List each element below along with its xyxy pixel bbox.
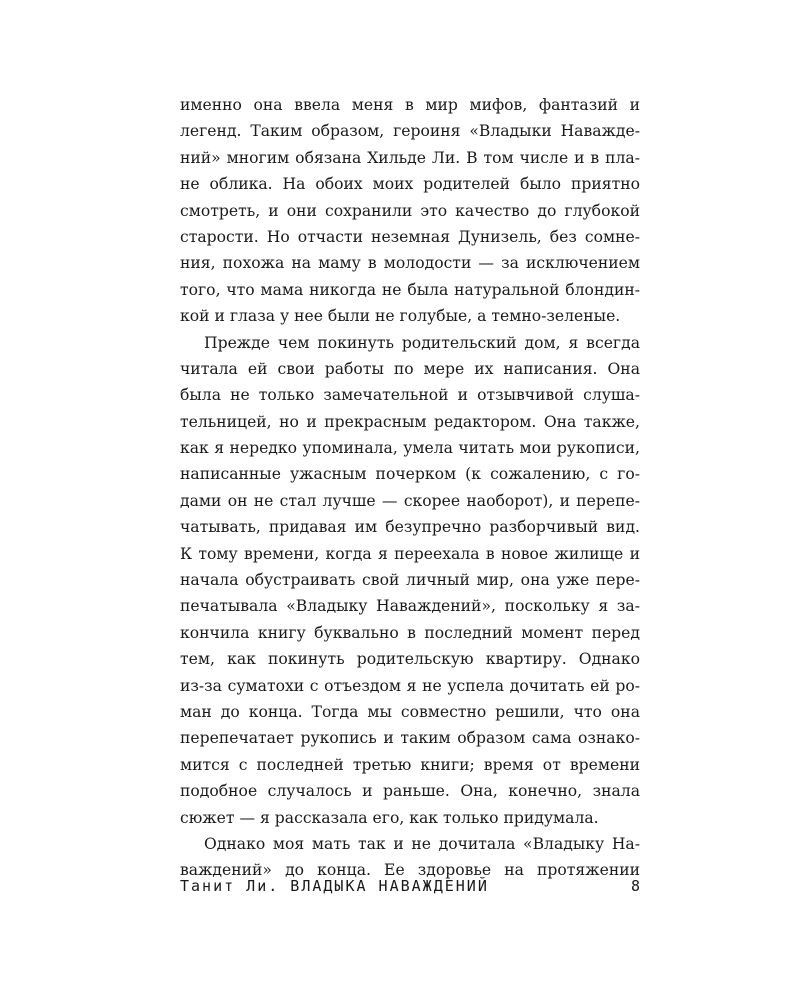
body-text <box>180 92 640 884</box>
text-line: важдений» до конца. Ее здоровье на протяжении <box>180 861 640 880</box>
text-line: перепечатает рукопись и таким образом сама ознако- <box>180 729 640 748</box>
page-footer <box>180 874 640 898</box>
text-line: смотреть, и они сохранили это качество до глубокой <box>180 201 640 220</box>
text-line: из-за суматохи с отъездом я не успела дочитать ей ро- <box>180 676 640 695</box>
text-line: кой и глаза у нее были не голубые, а темно-зеленые. <box>180 307 621 326</box>
page-number: 8 <box>630 877 640 895</box>
text-line: кончила книгу буквально в последний момент перед <box>180 623 640 642</box>
text-line: печатывала «Владыку Наваждений», поскольку я за- <box>180 597 640 616</box>
text-line: тем, как покинуть родительскую квартиру. Однако <box>180 650 640 669</box>
paragraph-first-line: Прежде чем покинуть родительский дом, я всегда <box>204 333 640 352</box>
text-line: не облика. На обоих моих родителей было приятно <box>180 175 640 194</box>
text-line: К тому времени, когда я переехала в новое жилище и <box>180 544 640 563</box>
text-line: ман до конца. Тогда мы совместно решили, что она <box>180 702 640 721</box>
text-line: дами он не стал лучше — скорее наоборот), и перепе- <box>180 491 640 510</box>
text-line: легенд. Таким образом, героиня «Владыки Наважде- <box>180 122 640 141</box>
text-line: была не только замечательной и отзывчивой слуша- <box>180 386 640 405</box>
text-line: написанные ужасным почерком (к сожалению, с го- <box>180 465 640 484</box>
text-line: читала ей свои работы по мере их написания. Она <box>180 359 640 378</box>
running-title: Танит Ли. ВЛАДЫКА НАВАЖДЕНИЙ <box>180 877 489 895</box>
text-line: ния, похожа на маму в молодости — за исключением <box>180 254 640 273</box>
text-line: мится с последней третью книги; время от времени <box>180 755 640 774</box>
text-line: ний» многим обязана Хильде Ли. В том числе и в пла- <box>180 148 640 167</box>
paragraph-first-line: Однако моя мать так и не дочитала «Владыку На- <box>204 834 640 853</box>
text-line: начала обустраивать свой личный мир, она уже пере- <box>180 571 640 590</box>
text-line: подобное случалось и раньше. Она, конечно, знала <box>180 782 640 801</box>
text-line: того, что мама никогда не была натуральной блондин- <box>180 280 640 299</box>
text-line: как я нередко упоминала, умела читать мои рукописи, <box>180 439 640 458</box>
text-line: чатывать, придавая им безупречно разборчивый вид. <box>180 518 640 537</box>
text-line: сюжет — я рассказала его, как только придумала. <box>180 808 599 827</box>
text-line: старости. Но отчасти неземная Дунизель, без сомне- <box>180 227 640 246</box>
text-line: именно она ввела меня в мир мифов, фантазий и <box>180 96 640 114</box>
text-line: тельницей, но и прекрасным редактором. Она также, <box>180 412 640 431</box>
